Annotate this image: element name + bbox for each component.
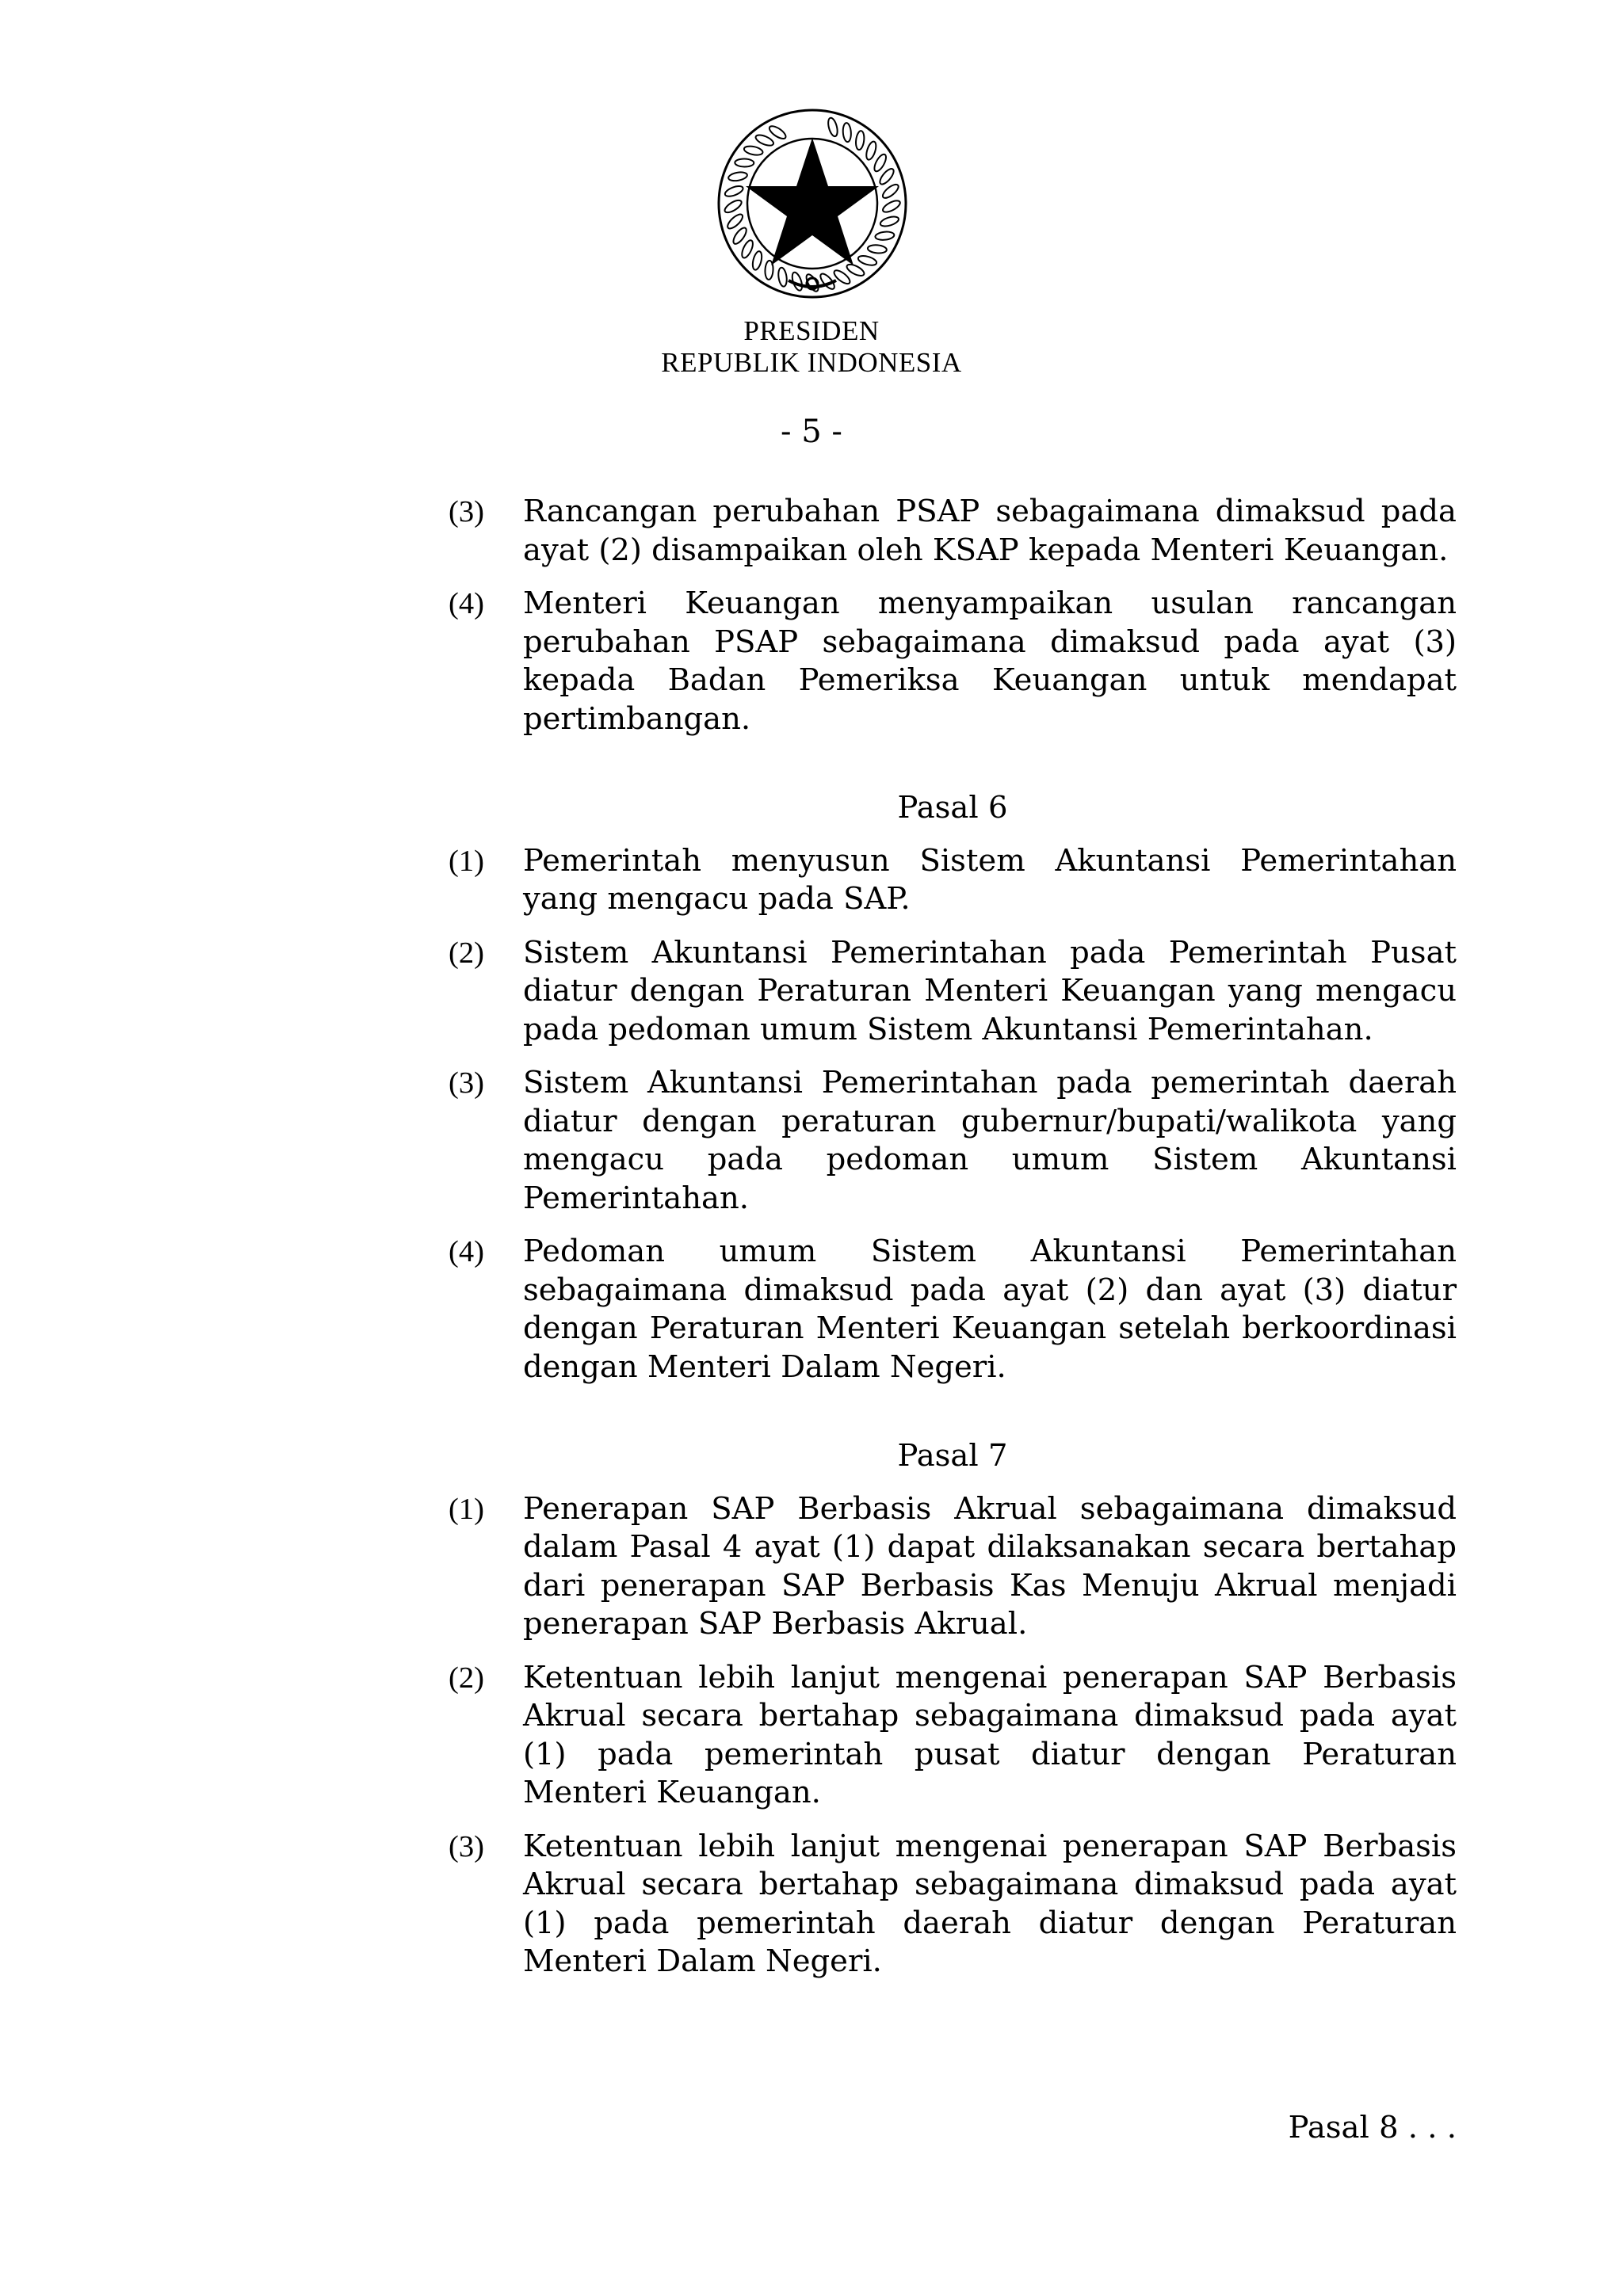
wreath-leaf xyxy=(723,198,743,215)
wreath-leaf xyxy=(868,244,888,254)
header-republik-indonesia: REPUBLIK INDONESIA xyxy=(661,347,962,378)
wreath-leaf xyxy=(875,231,895,240)
paragraph-number: (4) xyxy=(449,587,484,620)
pasal7-ayat-2 xyxy=(449,1659,1457,1813)
wreath-leaf xyxy=(827,117,839,138)
paragraph-text: Ketentuan lebih lanjut mengenai penerapan SAP Berbasis Akrual secara bertahap sebagaimana dimaksud pada ayat (1) pada pemerintah pusat diatur dengan Peraturan Menteri Keuangan. xyxy=(523,1659,1457,1810)
garuda-star-wreath-emblem-icon xyxy=(713,105,911,303)
paragraph-text: Sistem Akuntansi Pemerintahan pada pemerintah daerah diatur dengan peraturan gubernur/bupati/walikota yang mengacu pada pedoman umum Sistem Akuntansi Pemerintahan. xyxy=(523,1065,1457,1216)
wreath-leaf xyxy=(739,238,754,259)
wreath-leaf xyxy=(754,133,775,148)
wreath-leaf xyxy=(881,198,902,214)
document-body xyxy=(449,493,1457,1997)
wreath-leaf xyxy=(735,158,754,166)
wreath-leaf xyxy=(842,123,852,143)
catchword-next-page: Pasal 8 . . . xyxy=(1288,2110,1457,2145)
wreath-leaf xyxy=(727,171,747,182)
paragraph-continuation-4 xyxy=(449,585,1457,738)
paragraph-number: (4) xyxy=(449,1235,484,1268)
paragraph-number: (2) xyxy=(449,936,484,970)
wreath-leaf xyxy=(777,267,788,287)
wreath-leaf xyxy=(855,131,865,151)
wreath-leaf xyxy=(724,184,744,198)
paragraph-text: Pedoman umum Sistem Akuntansi Pemerintahan sebagaimana dimaksud pada ayat (2) dan ayat (3) diatur dengan Peraturan Menteri Keuangan setelah berkoordinasi dengan Menteri Dalam Negeri. xyxy=(523,1234,1457,1385)
pasal7-ayat-3 xyxy=(449,1828,1457,1981)
paragraph-continuation-3 xyxy=(449,493,1457,570)
pasal-7-heading: Pasal 7 xyxy=(897,1438,1008,1474)
paragraph-text: Menteri Keuangan menyampaikan usulan rancangan perubahan PSAP sebagaimana dimaksud pada ayat (3) kepada Badan Pemeriksa Keuangan untuk mendapat pertimbangan. xyxy=(523,585,1457,737)
paragraph-number: (3) xyxy=(449,1066,484,1100)
paragraph-number: (3) xyxy=(449,495,484,528)
wreath-leaf xyxy=(751,250,764,271)
header-presiden: PRESIDEN xyxy=(743,315,880,346)
wreath-leaf xyxy=(846,262,866,278)
wreath-leaf xyxy=(873,153,888,174)
wreath-leaf xyxy=(880,182,900,200)
wreath-leaf xyxy=(865,140,878,161)
pasal6-ayat-3 xyxy=(449,1064,1457,1218)
paragraph-number: (3) xyxy=(449,1829,484,1863)
paragraph-number: (2) xyxy=(449,1661,484,1695)
pasal6-ayat-4 xyxy=(449,1233,1457,1386)
wreath-leaf xyxy=(879,215,899,228)
paragraph-number: (1) xyxy=(449,844,484,878)
wreath-leaf xyxy=(857,254,878,267)
paragraph-text: Ketentuan lebih lanjut mengenai penerapan SAP Berbasis Akrual secara bertahap sebagaimana dimaksud pada ayat (1) pada pemerintah daerah diatur dengan Peraturan Menteri Dalam Negeri. xyxy=(523,1828,1457,1979)
wreath-leaf xyxy=(743,145,764,157)
pasal6-ayat-1 xyxy=(449,842,1457,919)
pasal7-ayat-1 xyxy=(449,1490,1457,1644)
paragraph-text: Sistem Akuntansi Pemerintahan pada Pemerintah Pusat diatur dengan Peraturan Menteri Keuangan yang mengacu pada pedoman umum Sistem Akuntansi Pemerintahan. xyxy=(523,934,1457,1047)
paragraph-text: Pemerintah menyusun Sistem Akuntansi Pemerintahan yang mengacu pada SAP. xyxy=(523,842,1457,917)
pasal-6-heading: Pasal 6 xyxy=(897,790,1008,826)
paragraph-number: (1) xyxy=(449,1492,484,1526)
page-number: - 5 - xyxy=(781,414,842,450)
pasal6-ayat-2 xyxy=(449,934,1457,1050)
paragraph-text: Penerapan SAP Berbasis Akrual sebagaimana dimaksud dalam Pasal 4 ayat (1) dapat dilaksanakan secara bertahap dari penerapan SAP Berbasis Kas Menuju Akrual menjadi penerapan SAP Berbasis Akrual. xyxy=(523,1490,1457,1642)
paragraph-text: Rancangan perubahan PSAP sebagaimana dimaksud pada ayat (2) disampaikan oleh KSAP kepada Menteri Keuangan. xyxy=(523,494,1457,568)
